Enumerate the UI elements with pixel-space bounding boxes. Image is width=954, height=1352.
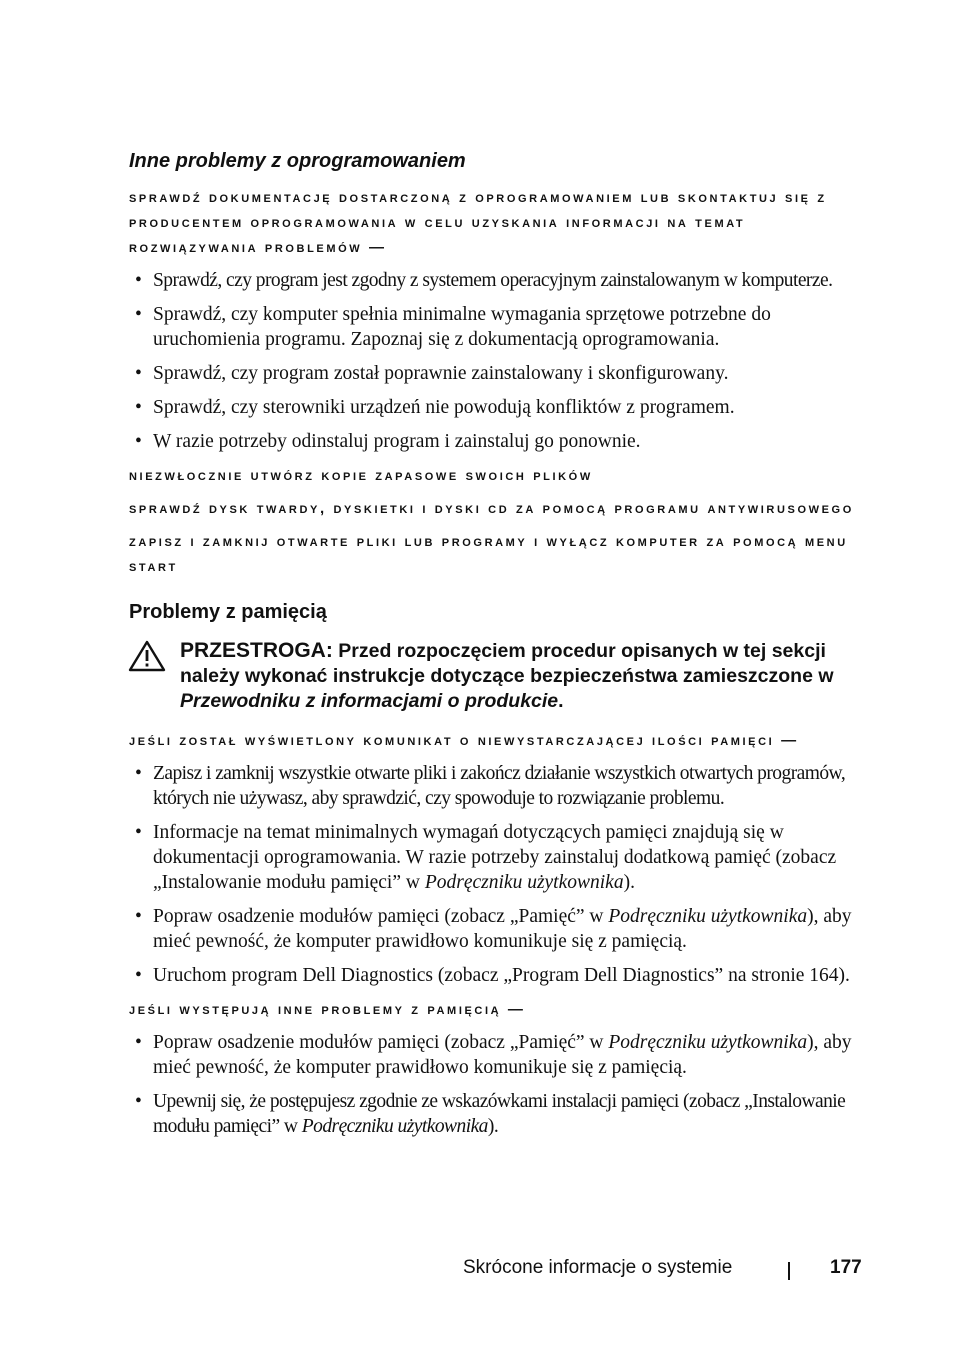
heading-check-docs: sprawdź dokumentację dostarczoną z oprogramowaniem lub skontaktuj się z producentem oprogramowania w celu uzyskania informacji na temat rozwiązywania problemów — xyxy=(129,189,827,256)
heading-low-memory: jeśli został wyświetlony komunikat o niewystarczającej ilości pamięci — xyxy=(129,732,799,749)
bullet-icon: • xyxy=(135,906,142,927)
manual-title: Podręczniku użytkownika xyxy=(301,1116,488,1137)
bullet-icon: • xyxy=(135,1032,142,1053)
page-number: 177 xyxy=(830,1257,862,1278)
bullet-icon: • xyxy=(135,270,142,291)
bullet-icon: • xyxy=(135,431,142,452)
bullet-icon: • xyxy=(135,304,142,325)
warning-icon xyxy=(128,640,166,672)
bullet-list-other-memory xyxy=(129,1030,857,1139)
bullet-icon: • xyxy=(135,397,142,418)
footer-divider xyxy=(788,1262,790,1280)
list-item: • W razie potrzeby odinstaluj program i zainstaluj go ponownie. xyxy=(135,431,641,452)
list-item: • Sprawdź, czy sterowniki urządzeń nie powodują konfliktów z programem. xyxy=(135,397,735,418)
caution-guide-title: Przewodniku z informacjami o produkcie xyxy=(180,690,559,712)
list-item: • Informacje na temat minimalnych wymagań dotyczących pamięci znajdują się w dokumentacji oprogramowania. W razie potrzeby zainstaluj dodatkową pamięć (zobacz „Instalowanie modułu pamięci” w Podręczniku użytkownika). xyxy=(135,822,837,893)
caution-label: PRZESTROGA: xyxy=(180,639,333,662)
bullet-icon: • xyxy=(135,822,142,843)
section-title-software: Inne problemy z oprogramowaniem xyxy=(129,150,466,172)
bullet-icon: • xyxy=(135,1091,142,1112)
heading-backup: niezwłocznie utwórz kopie zapasowe swoich plików xyxy=(129,467,593,484)
list-item: • Uruchom program Dell Diagnostics (zobacz „Program Dell Diagnostics” na stronie 164). xyxy=(135,965,850,986)
section-title-memory: Problemy z pamięcią xyxy=(129,601,327,623)
manual-title: Podręczniku użytkownika xyxy=(608,906,808,927)
bullet-icon: • xyxy=(135,965,142,986)
list-item: • Zapisz i zamknij wszystkie otwarte pliki i zakończ działanie wszystkich otwartych programów, których nie używasz, aby sprawdzić, czy spowoduje to rozwiązanie problemu. xyxy=(135,763,846,809)
list-item: • Sprawdź, czy program został poprawnie zainstalowany i skonfigurowany. xyxy=(135,363,729,384)
list-item: • Popraw osadzenie modułów pamięci (zobacz „Pamięć” w Podręczniku użytkownika), aby mieć pewność, że komputer prawidłowo komunikuje się z pamięcią. xyxy=(135,906,852,952)
bullet-list-software xyxy=(129,268,857,454)
list-item: • Upewnij się, że postępujesz zgodnie ze wskazówkami instalacji pamięci (zobacz „Instalowanie modułu pamięci” w Podręczniku użytkownika). xyxy=(135,1091,846,1137)
heading-antivirus: sprawdź dysk twardy, dyskietki i dyski cd za pomocą programu antywirusowego xyxy=(129,500,854,517)
list-item: • Sprawdź, czy program jest zgodny z systemem operacyjnym zainstalowanym w komputerze. xyxy=(135,270,833,291)
heading-save-close: zapisz i zamknij otwarte pliki lub programy i wyłącz komputer za pomocą menu start xyxy=(129,533,848,575)
caution-notice: PRZESTROGA: Przed rozpoczęciem procedur opisanych w tej sekcji należy wykonać instrukcje dotyczące bezpieczeństwa zamieszczone w Przewodniku z informacjami o produkcie. xyxy=(129,638,857,714)
footer-title: Skrócone informacje o systemie xyxy=(463,1257,733,1278)
page-content xyxy=(129,150,857,1148)
list-item: • Sprawdź, czy komputer spełnia minimalne wymagania sprzętowe potrzebne do uruchomienia programu. Zapoznaj się z dokumentacją oprogramowania. xyxy=(135,304,771,350)
caution-text: Przed rozpoczęciem procedur opisanych w tej sekcji należy wykonać instrukcje dotyczące bezpieczeństwa zamieszczone w xyxy=(180,640,834,687)
manual-title: Podręczniku użytkownika xyxy=(424,872,624,893)
bullet-icon: • xyxy=(135,363,142,384)
list-item: • Popraw osadzenie modułów pamięci (zobacz „Pamięć” w Podręczniku użytkownika), aby mieć pewność, że komputer prawidłowo komunikuje się z pamięcią. xyxy=(135,1032,852,1078)
heading-other-memory: jeśli występują inne problemy z pamięcią — xyxy=(129,1001,526,1018)
bullet-list-low-memory xyxy=(129,761,857,988)
bullet-icon: • xyxy=(135,763,142,784)
manual-title: Podręczniku użytkownika xyxy=(608,1032,808,1053)
